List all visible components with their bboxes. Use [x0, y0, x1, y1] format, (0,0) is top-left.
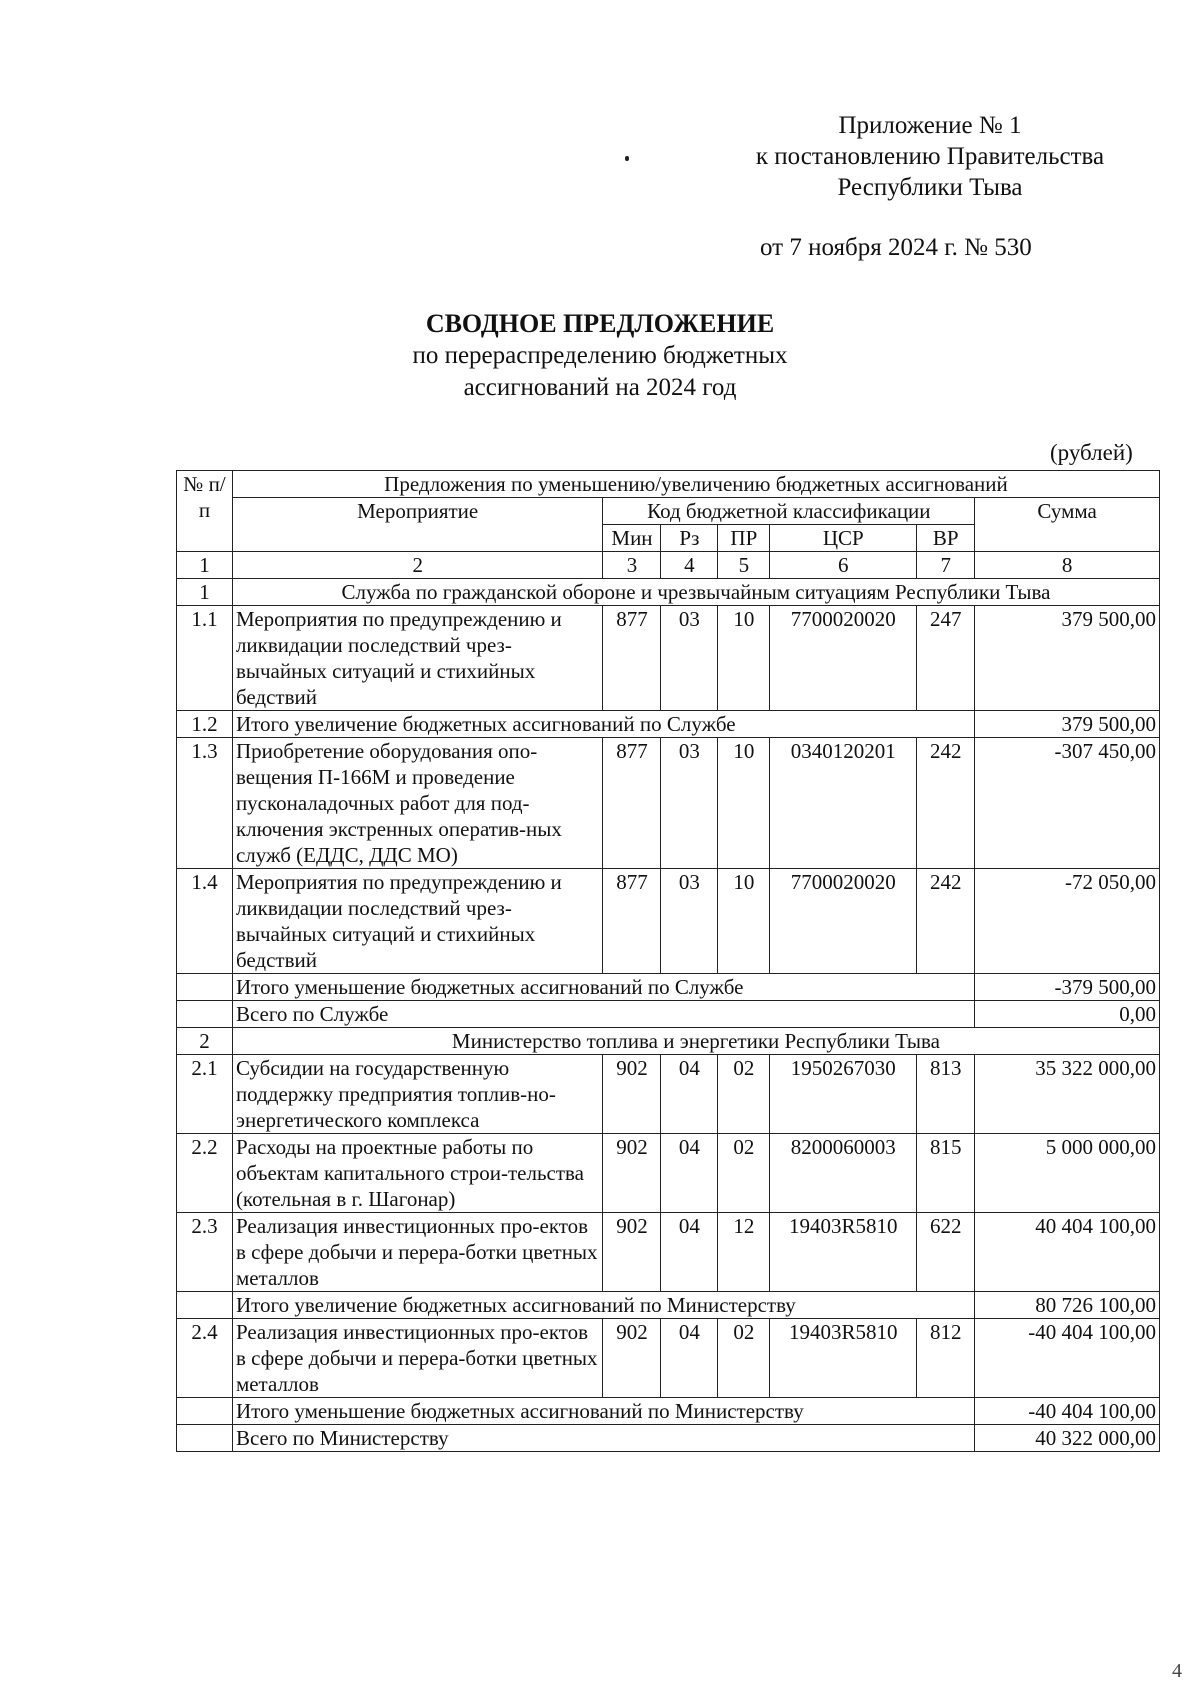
column-number: 1	[177, 552, 233, 579]
header-min: Мин	[603, 525, 661, 552]
column-number: 3	[603, 552, 661, 579]
column-number: 7	[917, 552, 975, 579]
header-code: Код бюджетной классификации	[603, 498, 975, 525]
row-rz: 04	[661, 1213, 718, 1292]
document-title-block	[0, 308, 1200, 404]
total-label: Всего по Министерству	[232, 1425, 974, 1452]
table-row	[177, 738, 1160, 869]
total-row	[177, 974, 1160, 1001]
table-row	[177, 1319, 1160, 1398]
column-number-row	[177, 552, 1160, 579]
header-event: Мероприятие	[232, 498, 603, 552]
appendix-block	[700, 110, 1160, 203]
total-label: Итого уменьшение бюджетных ассигнований по Министерству	[232, 1398, 974, 1425]
total-sum: -40 404 100,00	[975, 1398, 1160, 1425]
row-vr: 813	[917, 1055, 975, 1134]
row-min: 877	[603, 738, 661, 869]
row-event: Мероприятия по предупреждению и ликвидации последствий чрез-вычайных ситуаций и стихийных бедствий	[232, 869, 603, 974]
table-row	[177, 1055, 1160, 1134]
row-min: 902	[603, 1134, 661, 1213]
row-min: 902	[603, 1055, 661, 1134]
row-number	[177, 1425, 233, 1452]
row-vr: 815	[917, 1134, 975, 1213]
document-title: СВОДНОЕ ПРЕДЛОЖЕНИЕ	[425, 309, 775, 338]
row-event: Приобретение оборудования опо-вещения П-166М и проведение пусконаладочных работ для под-ключения экстренных оператив-ных служб (ЕДДС, ДДС МО)	[232, 738, 603, 869]
total-row	[177, 1001, 1160, 1028]
section-title: Министерство топлива и энергетики Республики Тыва	[232, 1028, 1159, 1055]
row-event: Реализация инвестиционных про-ектов в сфере добычи и перера-ботки цветных металлов	[232, 1319, 603, 1398]
row-sum: 35 322 000,00	[975, 1055, 1160, 1134]
header-proposals: Предложения по уменьшению/увеличению бюджетных ассигнований	[232, 471, 1159, 498]
row-rz: 04	[661, 1319, 718, 1398]
currency-unit: (рублей)	[1050, 440, 1133, 465]
column-number: 8	[975, 552, 1160, 579]
row-event: Субсидии на государственную поддержку предприятия топлив-но-энергетического комплекса	[232, 1055, 603, 1134]
row-pr: 02	[718, 1055, 770, 1134]
section-title: Служба по гражданской обороне и чрезвычайным ситуациям Республики Тыва	[232, 579, 1159, 606]
row-csr: 19403R5810	[770, 1213, 917, 1292]
total-label: Итого увеличение бюджетных ассигнований по Службе	[232, 711, 974, 738]
row-number: 2.1	[177, 1055, 233, 1134]
row-vr: 247	[917, 606, 975, 711]
header-vr: ВР	[917, 525, 975, 552]
total-sum: 379 500,00	[975, 711, 1160, 738]
row-pr: 10	[718, 606, 770, 711]
table-row	[177, 606, 1160, 711]
row-vr: 622	[917, 1213, 975, 1292]
total-sum: 0,00	[975, 1001, 1160, 1028]
row-number	[177, 1292, 233, 1319]
table-body	[177, 471, 1160, 1452]
section-number: 2	[177, 1028, 233, 1055]
row-pr: 12	[718, 1213, 770, 1292]
table-row	[177, 869, 1160, 974]
row-vr: 242	[917, 738, 975, 869]
total-sum: 40 322 000,00	[975, 1425, 1160, 1452]
column-number: 6	[770, 552, 917, 579]
row-sum: 40 404 100,00	[975, 1213, 1160, 1292]
header-pr: ПР	[718, 525, 770, 552]
total-label: Итого уменьшение бюджетных ассигнований по Службе	[232, 974, 974, 1001]
row-sum: -72 050,00	[975, 869, 1160, 974]
section-row	[177, 579, 1160, 606]
row-csr: 8200060003	[770, 1134, 917, 1213]
row-pr: 02	[718, 1134, 770, 1213]
header-rz: Рз	[661, 525, 718, 552]
row-csr: 7700020020	[770, 869, 917, 974]
budget-table	[176, 470, 1160, 1452]
row-rz: 04	[661, 1134, 718, 1213]
row-number: 1.2	[177, 711, 233, 738]
table-row	[177, 1134, 1160, 1213]
row-vr: 812	[917, 1319, 975, 1398]
row-number: 2.4	[177, 1319, 233, 1398]
row-number	[177, 1398, 233, 1425]
total-row	[177, 1398, 1160, 1425]
scan-dot	[625, 156, 629, 161]
row-vr: 242	[917, 869, 975, 974]
appendix-line: Приложение № 1	[838, 112, 1022, 139]
page-mark: 4	[1172, 1660, 1182, 1682]
table-row	[177, 1213, 1160, 1292]
row-sum: 5 000 000,00	[975, 1134, 1160, 1213]
row-sum: 379 500,00	[975, 606, 1160, 711]
total-row	[177, 1292, 1160, 1319]
row-number: 2.3	[177, 1213, 233, 1292]
row-min: 877	[603, 606, 661, 711]
document-subtitle: по перераспределению бюджетных	[412, 342, 788, 369]
total-sum: -379 500,00	[975, 974, 1160, 1001]
row-rz: 04	[661, 1055, 718, 1134]
header-sum: Сумма	[975, 498, 1160, 552]
row-rz: 03	[661, 738, 718, 869]
total-row	[177, 711, 1160, 738]
header-csr: ЦСР	[770, 525, 917, 552]
row-number: 2.2	[177, 1134, 233, 1213]
row-rz: 03	[661, 869, 718, 974]
appendix-line: Республики Тыва	[837, 174, 1023, 201]
row-csr: 19403R5810	[770, 1319, 917, 1398]
total-row	[177, 1425, 1160, 1452]
row-pr: 10	[718, 738, 770, 869]
appendix-line: к постановлению Правительства	[755, 143, 1105, 170]
row-number	[177, 974, 233, 1001]
row-csr: 1950267030	[770, 1055, 917, 1134]
row-pr: 10	[718, 869, 770, 974]
total-sum: 80 726 100,00	[975, 1292, 1160, 1319]
row-min: 902	[603, 1213, 661, 1292]
row-number	[177, 1001, 233, 1028]
total-label: Всего по Службе	[232, 1001, 974, 1028]
row-min: 877	[603, 869, 661, 974]
column-number: 4	[661, 552, 718, 579]
total-label: Итого увеличение бюджетных ассигнований по Министерству	[232, 1292, 974, 1319]
document-subtitle: ассигнований на 2024 год	[463, 374, 737, 401]
row-min: 902	[603, 1319, 661, 1398]
row-number: 1.1	[177, 606, 233, 711]
row-sum: -307 450,00	[975, 738, 1160, 869]
row-event: Реализация инвестиционных про-ектов в сфере добычи и перера-ботки цветных металлов	[232, 1213, 603, 1292]
section-number: 1	[177, 579, 233, 606]
row-csr: 7700020020	[770, 606, 917, 711]
order-date: от 7 ноября 2024 г. № 530	[760, 234, 1032, 261]
row-event: Расходы на проектные работы по объектам капитального строи-тельства (котельная в г. Шагонар)	[232, 1134, 603, 1213]
row-pr: 02	[718, 1319, 770, 1398]
header-num: № п/п	[177, 471, 233, 552]
header-row	[177, 498, 1160, 525]
row-csr: 0340120201	[770, 738, 917, 869]
row-event: Мероприятия по предупреждению и ликвидации последствий чрез-вычайных ситуаций и стихийных бедствий	[232, 606, 603, 711]
column-number: 2	[232, 552, 603, 579]
row-number: 1.3	[177, 738, 233, 869]
column-number: 5	[718, 552, 770, 579]
section-row	[177, 1028, 1160, 1055]
row-rz: 03	[661, 606, 718, 711]
header-row	[177, 471, 1160, 498]
row-sum: -40 404 100,00	[975, 1319, 1160, 1398]
row-number: 1.4	[177, 869, 233, 974]
